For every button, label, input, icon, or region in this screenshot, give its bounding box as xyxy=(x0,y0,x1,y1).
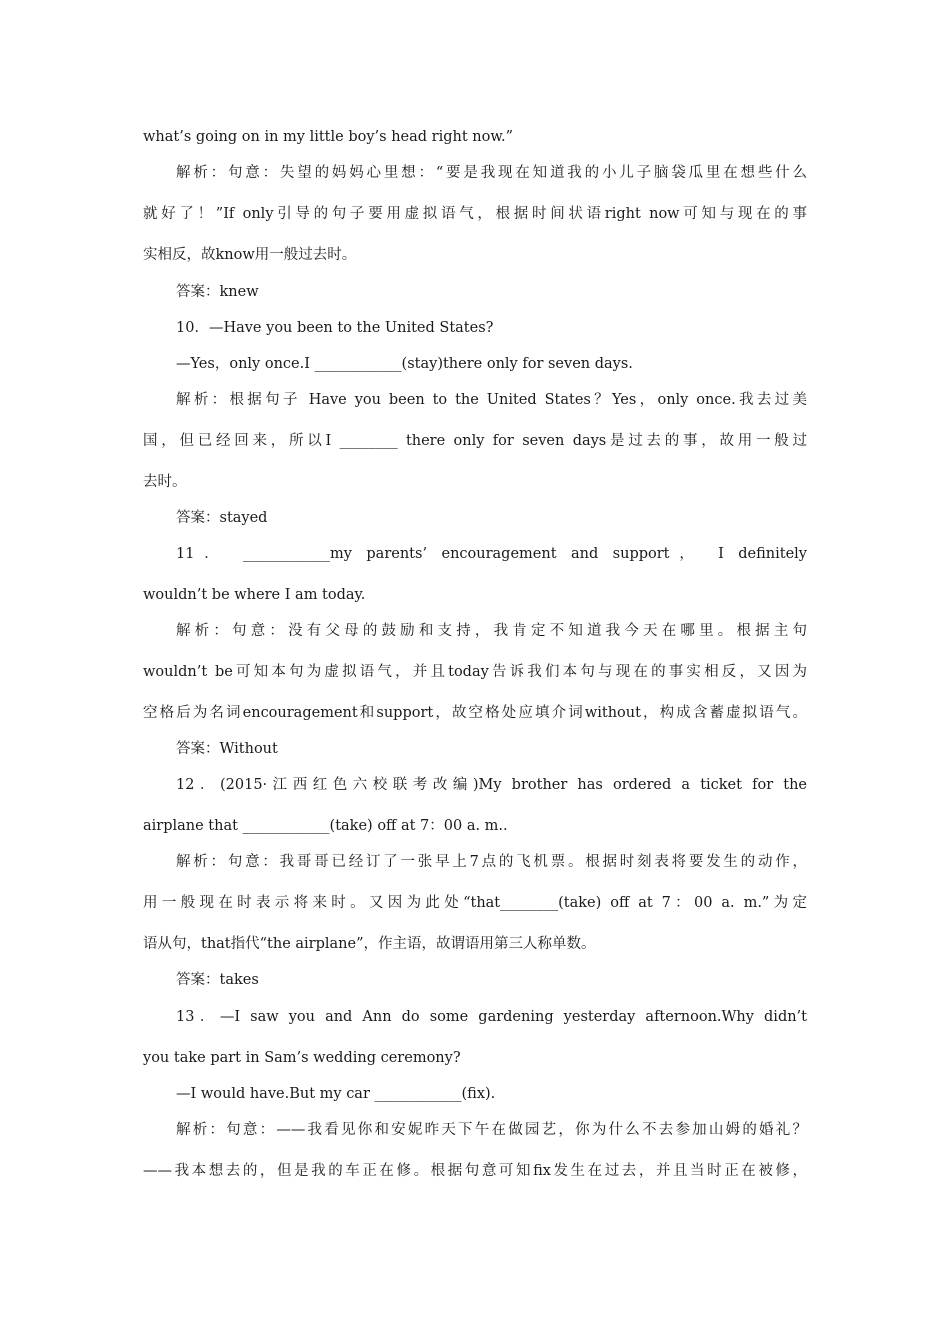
text-line: what’s going on in my little boy’s head right now.” xyxy=(143,129,514,145)
text-line: 解析：根据句子 Have you been to the United States？Yes，only once.我去过美 xyxy=(176,392,807,408)
text-line: 解析：句意：我哥哥已经订了一张早上7点的飞机票。根据时刻表将要发生的动作， xyxy=(176,854,807,870)
text-line: 12．(2015·江西红色六校联考改编)My brother has ordered a ticket for the xyxy=(176,777,807,793)
text-line: 去时。 xyxy=(143,474,187,490)
text-line: —Yes，only once.I ____________(stay)there only for seven days. xyxy=(176,356,633,372)
text-line: 解析：句意：没有父母的鼓励和支持，我肯定不知道我今天在哪里。根据主句 xyxy=(176,623,807,639)
text-line: 答案：knew xyxy=(176,284,259,300)
text-line: —I would have.But my car ____________(fix). xyxy=(176,1086,496,1102)
text-line: 13．—I saw you and Ann do some gardening yesterday afternoon.Why didn’t xyxy=(176,1009,807,1025)
text-line: you take part in Sam’s wedding ceremony? xyxy=(143,1050,461,1066)
text-line: 就好了！”If only引导的句子要用虚拟语气，根据时间状语right now可知与现在的事 xyxy=(143,206,807,222)
text-line: 10．—Have you been to the United States? xyxy=(176,320,494,336)
text-line: 答案：Without xyxy=(176,741,278,757)
text-line: 解析：句意：——我看见你和安妮昨天下午在做园艺，你为什么不去参加山姆的婚礼？ xyxy=(176,1122,807,1138)
text-line: 答案：stayed xyxy=(176,510,268,526)
text-line: airplane that ____________(take) off at 7：00 a. m.. xyxy=(143,818,508,834)
text-line: 实相反，故know用一般过去时。 xyxy=(143,247,357,263)
text-line: 用一般现在时表示将来时。又因为此处“that________(take) off at 7：00 a. m.”为定 xyxy=(143,895,807,911)
text-line: 语从句，that指代“the airplane”，作主语，故谓语用第三人称单数。 xyxy=(143,936,596,952)
text-line: 空格后为名词encouragement和support，故空格处应填介词without，构成含蓄虚拟语气。 xyxy=(143,705,807,721)
text-line: 国，但已经回来，所以I ________ there only for seven days是过去的事，故用一般过 xyxy=(143,433,807,449)
text-line: 答案：takes xyxy=(176,972,259,988)
text-line: ——我本想去的，但是我的车正在修。根据句意可知fix发生在过去，并且当时正在被修， xyxy=(143,1163,807,1179)
text-line: 解析：句意：失望的妈妈心里想：“要是我现在知道我的小儿子脑袋瓜里在想些什么 xyxy=(176,165,807,181)
text-line: wouldn’t be where I am today. xyxy=(143,587,366,603)
text-line: wouldn’t be可知本句为虚拟语气，并且today告诉我们本句与现在的事实相反，又因为 xyxy=(143,664,807,680)
text-line: 11． ____________my parents’ encouragement and support， I definitely xyxy=(176,546,807,562)
